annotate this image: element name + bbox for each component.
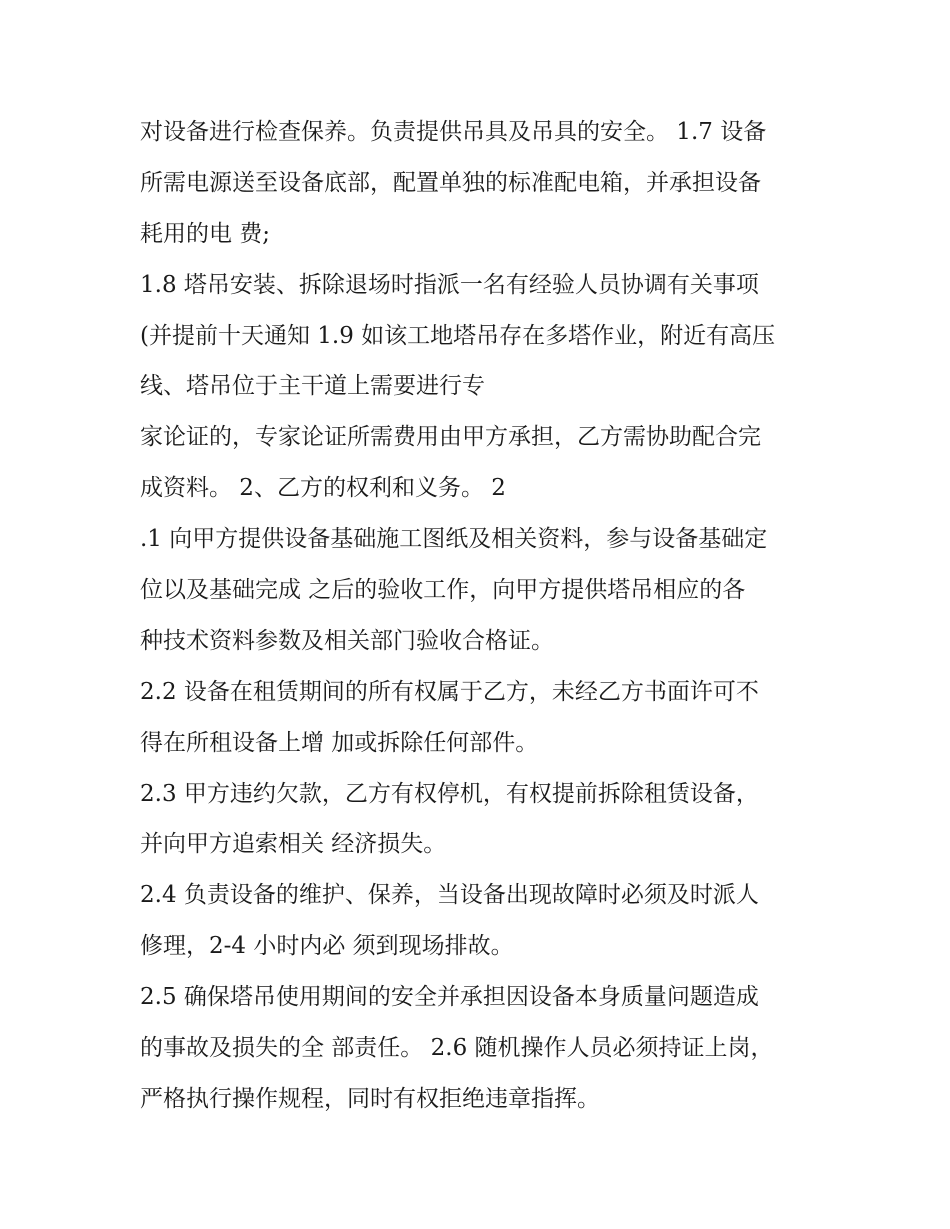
text-line: 2.4 负责设备的维护、保养，当设备出现故障时必须及时派人 <box>140 882 759 909</box>
contract-text <box>140 107 820 1125</box>
text-line: 2.3 甲方违约欠款，乙方有权停机，有权提前拆除租赁设备， <box>140 780 759 807</box>
text-line: .1 向甲方提供设备基础施工图纸及相关资料，参与设备基础定 <box>140 526 768 553</box>
text-line: 得在所租设备上增 加或拆除任何部件。 <box>140 729 539 756</box>
text-line: 的事故及损失的全 部责任。 2.6 随机操作人员必须持证上岗， <box>140 1035 774 1062</box>
text-line: 1.8 塔吊安装、拆除退场时指派一名有经验人员协调有关事项 <box>140 271 759 298</box>
text-line: 位以及基础完成 之后的验收工作，向甲方提供塔吊相应的各 <box>140 577 746 604</box>
text-line: 对设备进行检查保养。负责提供吊具及吊具的安全。 1.7 设备 <box>140 119 767 145</box>
text-line: 严格执行操作规程，同时有权拒绝违章指挥。 <box>140 1085 600 1112</box>
text-line: 修理，2-4 小时内必 须到现场排故。 <box>140 933 514 960</box>
text-line: 成资料。 2、乙方的权利和义务。 2 <box>140 475 506 502</box>
text-line: 2.5 确保塔吊使用期间的安全并承担因设备本身质量问题造成 <box>140 984 759 1011</box>
text-line: 耗用的电 费; <box>140 220 271 247</box>
text-line: 种技术资料参数及相关部门验收合格证。 <box>140 627 554 654</box>
text-line: 并向甲方追索相关 经济损失。 <box>140 831 447 858</box>
text-line: 线、塔吊位于主干道上需要进行专 <box>140 373 485 400</box>
text-line: 家论证的，专家论证所需费用由甲方承担，乙方需协助配合完 <box>140 424 761 451</box>
text-line: 2.2 设备在租赁期间的所有权属于乙方，未经乙方书面许可不 <box>140 678 759 705</box>
text-line: 所需电源送至设备底部，配置单独的标准配电箱，并承担设备 <box>140 169 761 196</box>
text-line: (并提前十天通知 1.9 如该工地塔吊存在多塔作业，附近有高压 <box>140 322 776 349</box>
